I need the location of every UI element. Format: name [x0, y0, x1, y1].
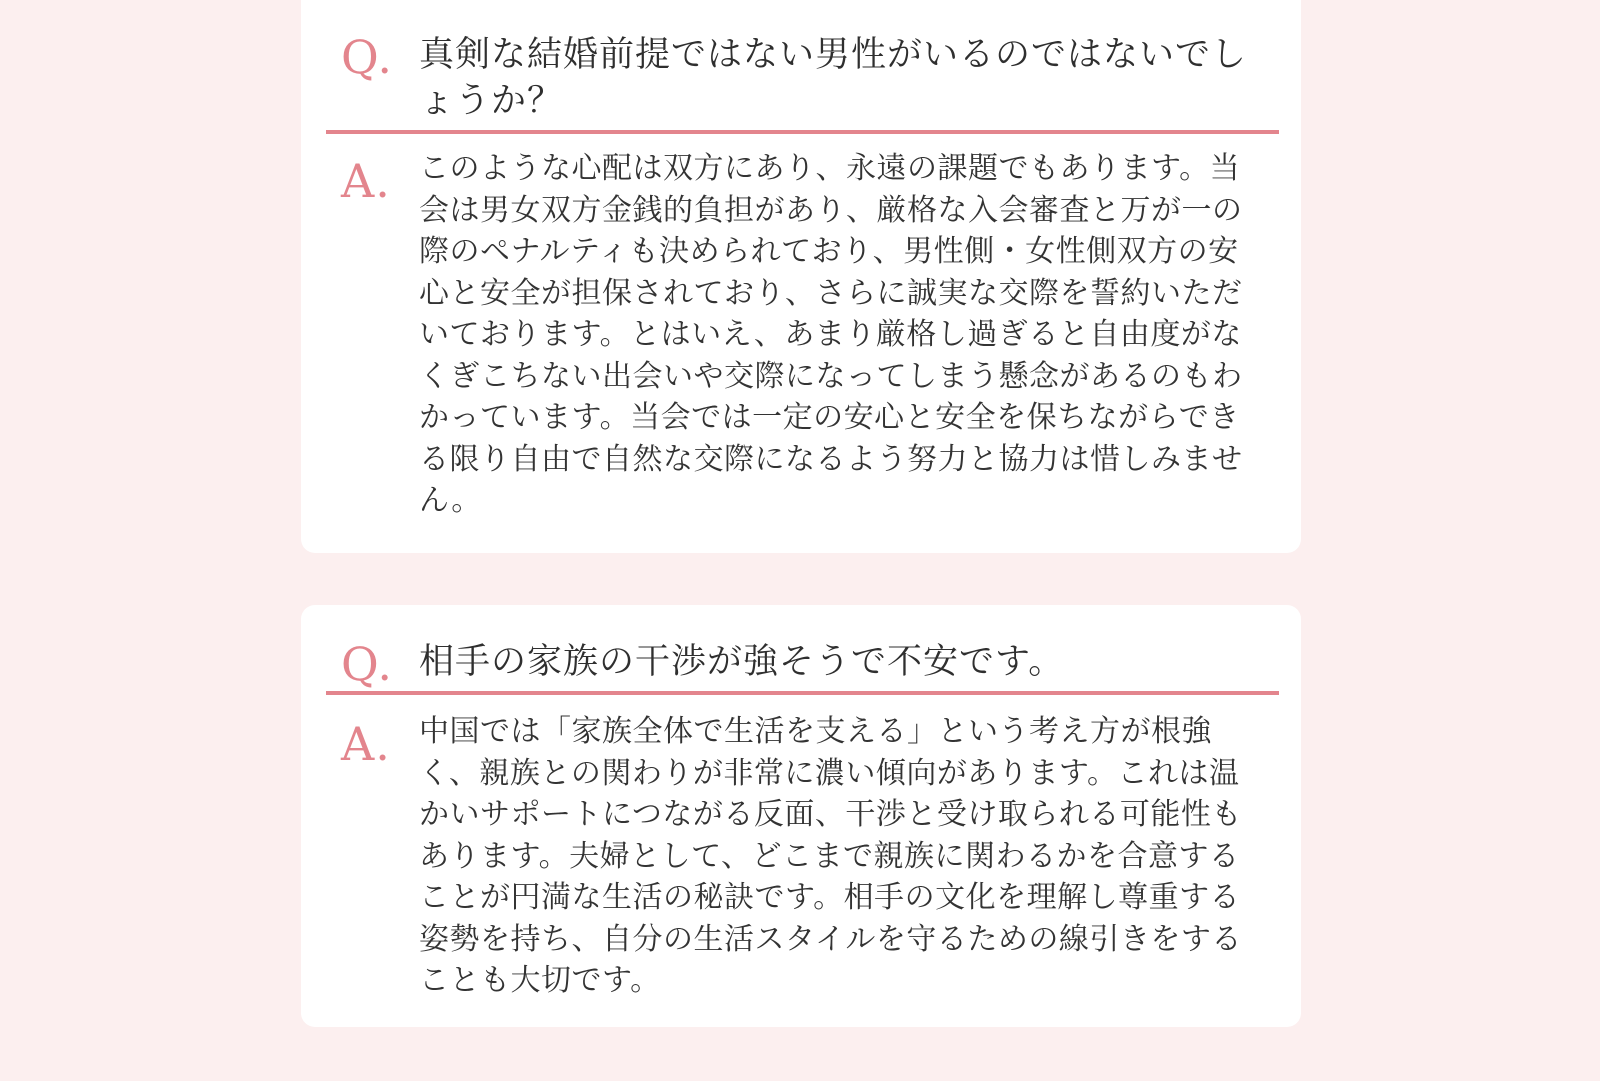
- divider: [326, 691, 1279, 695]
- question-text: 真剣な結婚前提ではない男性がいるのではないでしょうか？: [419, 35, 1248, 121]
- answer-row: [341, 148, 1261, 522]
- faq-card: [301, 0, 1301, 553]
- question-row: [341, 32, 1261, 124]
- answer-text: 中国では「家族全体で生活を支える」という考え方が根強く、親族との関わりが非常に濃い傾向があります。これは温かいサポートにつながる反面、干渉と受け取られる可能性もあります。夫婦として、どこまで親族に関わるかを合意することが円満な生活の秘訣です。相手の文化を理解し尊重する姿勢を持ち、自分の生活スタイルを守るための線引きをすることも大切です。: [419, 714, 1242, 998]
- question-text: 相手の家族の干渉が強そうで不安です。: [419, 642, 1065, 682]
- faq-card: [301, 605, 1301, 1027]
- answer-marker: A.: [341, 154, 391, 208]
- answer-row: [341, 711, 1261, 1002]
- question-row: [341, 637, 1261, 691]
- answer-text: このような心配は双方にあり、永遠の課題でもあります。当会は男女双方金銭的負担があり、厳格な入会審査と万が一の際のペナルティも決められており、男性側・女性側双方の安心と安全が担保されており、さらに誠実な交際を誓約いただいております。とはいえ、あまり厳格し過ぎると自由度がなくぎこちない出会いや交際になってしまう懸念があるのもわかっています。当会では一定の安心と安全を保ちながらできる限り自由で自然な交際になるよう努力と協力は惜しみません。: [419, 151, 1243, 518]
- question-marker: Q.: [341, 30, 394, 84]
- answer-marker: A.: [341, 717, 391, 771]
- divider: [326, 130, 1279, 134]
- question-marker: Q.: [341, 637, 394, 691]
